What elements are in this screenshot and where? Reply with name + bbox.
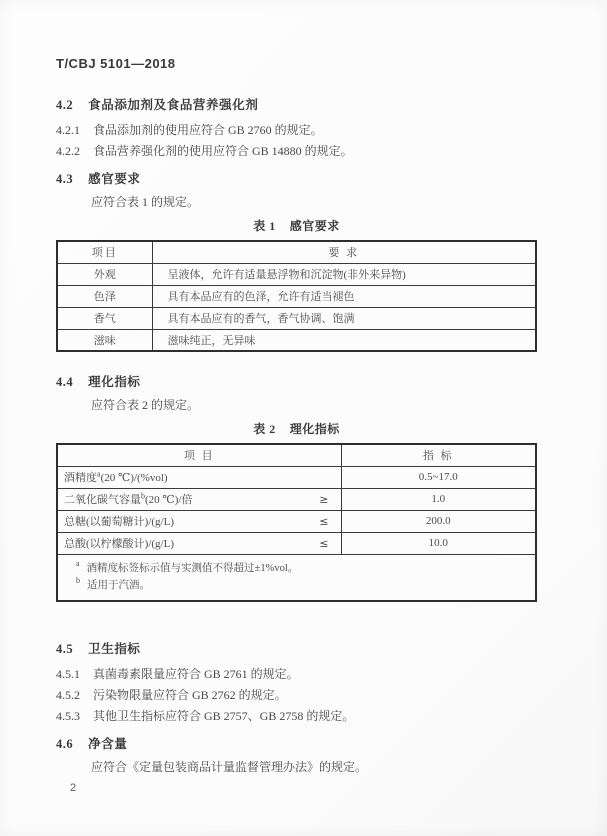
table2-physicochemical-indicators [56, 443, 537, 602]
clause-4-2-1 [56, 122, 607, 139]
table1-header-row [57, 241, 536, 263]
table-row [57, 285, 536, 307]
table2-item [57, 466, 341, 488]
table1-requirement: 呈液体，允许有适量悬浮物和沉淀物(非外来异物) [152, 263, 536, 285]
clause-number: 4.5.2 [56, 687, 80, 702]
section-number: 4.4 [56, 375, 74, 389]
table1-sensory-requirements [56, 240, 537, 352]
table-row [57, 329, 536, 351]
table2-relation-symbol: ≥ [319, 492, 329, 506]
table2-item-sup: a [97, 469, 101, 479]
clause-4-5-3 [56, 708, 607, 725]
section-heading-4-4 [56, 372, 607, 390]
section-number: 4.6 [56, 736, 74, 751]
table2-header-item: 项 目 [57, 444, 341, 466]
table1-requirement: 具有本品应有的香气，香气协调、饱满 [152, 307, 536, 329]
footnote-text: 适用于汽酒。 [87, 579, 150, 591]
table2-header-row [57, 444, 536, 466]
table2-item-label: 总糖(以葡萄糖计)/(g/L) [64, 516, 174, 528]
table1-header-item: 项目 [57, 241, 152, 263]
table1-item: 外观 [57, 263, 152, 285]
section-heading-4-5 [56, 639, 607, 657]
table2-caption [56, 420, 537, 437]
table-row [57, 307, 536, 329]
table-row [57, 466, 536, 488]
page-number: 2 [70, 782, 77, 794]
section-4-4-intro: 应符合表 2 的规定。 [91, 398, 200, 412]
section-number: 4.2 [56, 98, 74, 112]
clause-number: 4.2.2 [56, 144, 80, 158]
section-4-3-intro: 应符合表 1 的规定。 [91, 195, 200, 209]
footnote-a [76, 560, 527, 577]
section-title: 卫生指标 [88, 641, 141, 656]
clause-text: 食品营养强化剂的使用应符合 GB 14880 的规定。 [93, 144, 353, 158]
table2-item-label: 总酸(以柠檬酸计)/(g/L) [64, 538, 174, 550]
table2-item-sup: b [141, 491, 145, 501]
section-title: 食品添加剂及食品营养强化剂 [88, 98, 259, 112]
table2-header-indicator: 指 标 [341, 444, 536, 466]
table2-relation-symbol: ≤ [319, 536, 329, 550]
section-title: 净含量 [88, 736, 128, 751]
table2-footnote-row [57, 554, 536, 601]
clause-number: 4.5.1 [56, 666, 80, 681]
clause-text: 食品添加剂的使用应符合 GB 2760 的规定。 [93, 123, 323, 137]
clause-4-2-2 [56, 143, 607, 160]
footnote-marker: b [76, 576, 80, 585]
table2-item-label-rest: (20 ℃)/(%vol) [100, 472, 168, 484]
section-heading-4-6 [56, 734, 607, 752]
table-row [57, 510, 536, 532]
table1-caption [56, 217, 537, 234]
table1-requirement: 滋味纯正，无异味 [152, 329, 536, 351]
table2-item [57, 488, 341, 510]
standard-number: T/CBJ 5101—2018 [56, 56, 176, 71]
footnote-b [76, 577, 527, 594]
table2-value: 0.5~17.0 [341, 466, 536, 488]
table1-header-requirement: 要 求 [152, 241, 536, 263]
section-4-6-intro: 应符合《定量包装商品计量监督管理办法》的规定。 [91, 759, 368, 774]
clause-number: 4.5.3 [56, 708, 80, 723]
clause-text: 真菌毒素限量应符合 GB 2761 的规定。 [93, 666, 299, 681]
section-number: 4.3 [56, 172, 74, 186]
table-row [57, 488, 536, 510]
clause-text: 污染物限量应符合 GB 2762 的规定。 [93, 687, 287, 702]
table1-caption-label: 表 1 [253, 219, 276, 233]
section-title: 感官要求 [88, 172, 141, 186]
table2-caption-title: 理化指标 [289, 422, 340, 436]
table1-item: 滋味 [57, 329, 152, 351]
footnote-text: 酒精度标签标示值与实测值不得超过±1%vol。 [86, 562, 299, 574]
table2-footnotes [57, 554, 536, 601]
clause-number: 4.2.1 [56, 123, 80, 137]
clause-4-5-2 [56, 687, 607, 704]
section-title: 理化指标 [88, 375, 141, 389]
table2-relation-symbol: ≤ [319, 514, 329, 528]
table2-item-label: 酒精度 [64, 472, 97, 484]
table1-item: 香气 [57, 307, 152, 329]
table-row [57, 532, 536, 554]
table1-requirement: 具有本品应有的色泽，允许有适当褪色 [152, 285, 536, 307]
table-row [57, 263, 536, 285]
table1-caption-title: 感官要求 [289, 219, 340, 233]
table2-caption-label: 表 2 [253, 422, 276, 436]
table2-item-label-rest: (20 ℃)/倍 [145, 494, 193, 506]
clause-text: 其他卫生指标应符合 GB 2757、GB 2758 的规定。 [93, 708, 355, 723]
table2-value: 200.0 [341, 510, 536, 532]
table2-value: 1.0 [341, 488, 536, 510]
clause-4-5-1 [56, 666, 607, 683]
table2-item [57, 510, 341, 532]
section-heading-4-2 [56, 95, 607, 113]
table1-item: 色泽 [57, 285, 152, 307]
footnote-marker: a [76, 559, 80, 568]
table2-value: 10.0 [341, 532, 536, 554]
table2-item [57, 532, 341, 554]
table2-item-label: 二氧化碳气容量 [64, 494, 141, 506]
section-heading-4-3 [56, 169, 607, 187]
section-number: 4.5 [56, 641, 74, 656]
